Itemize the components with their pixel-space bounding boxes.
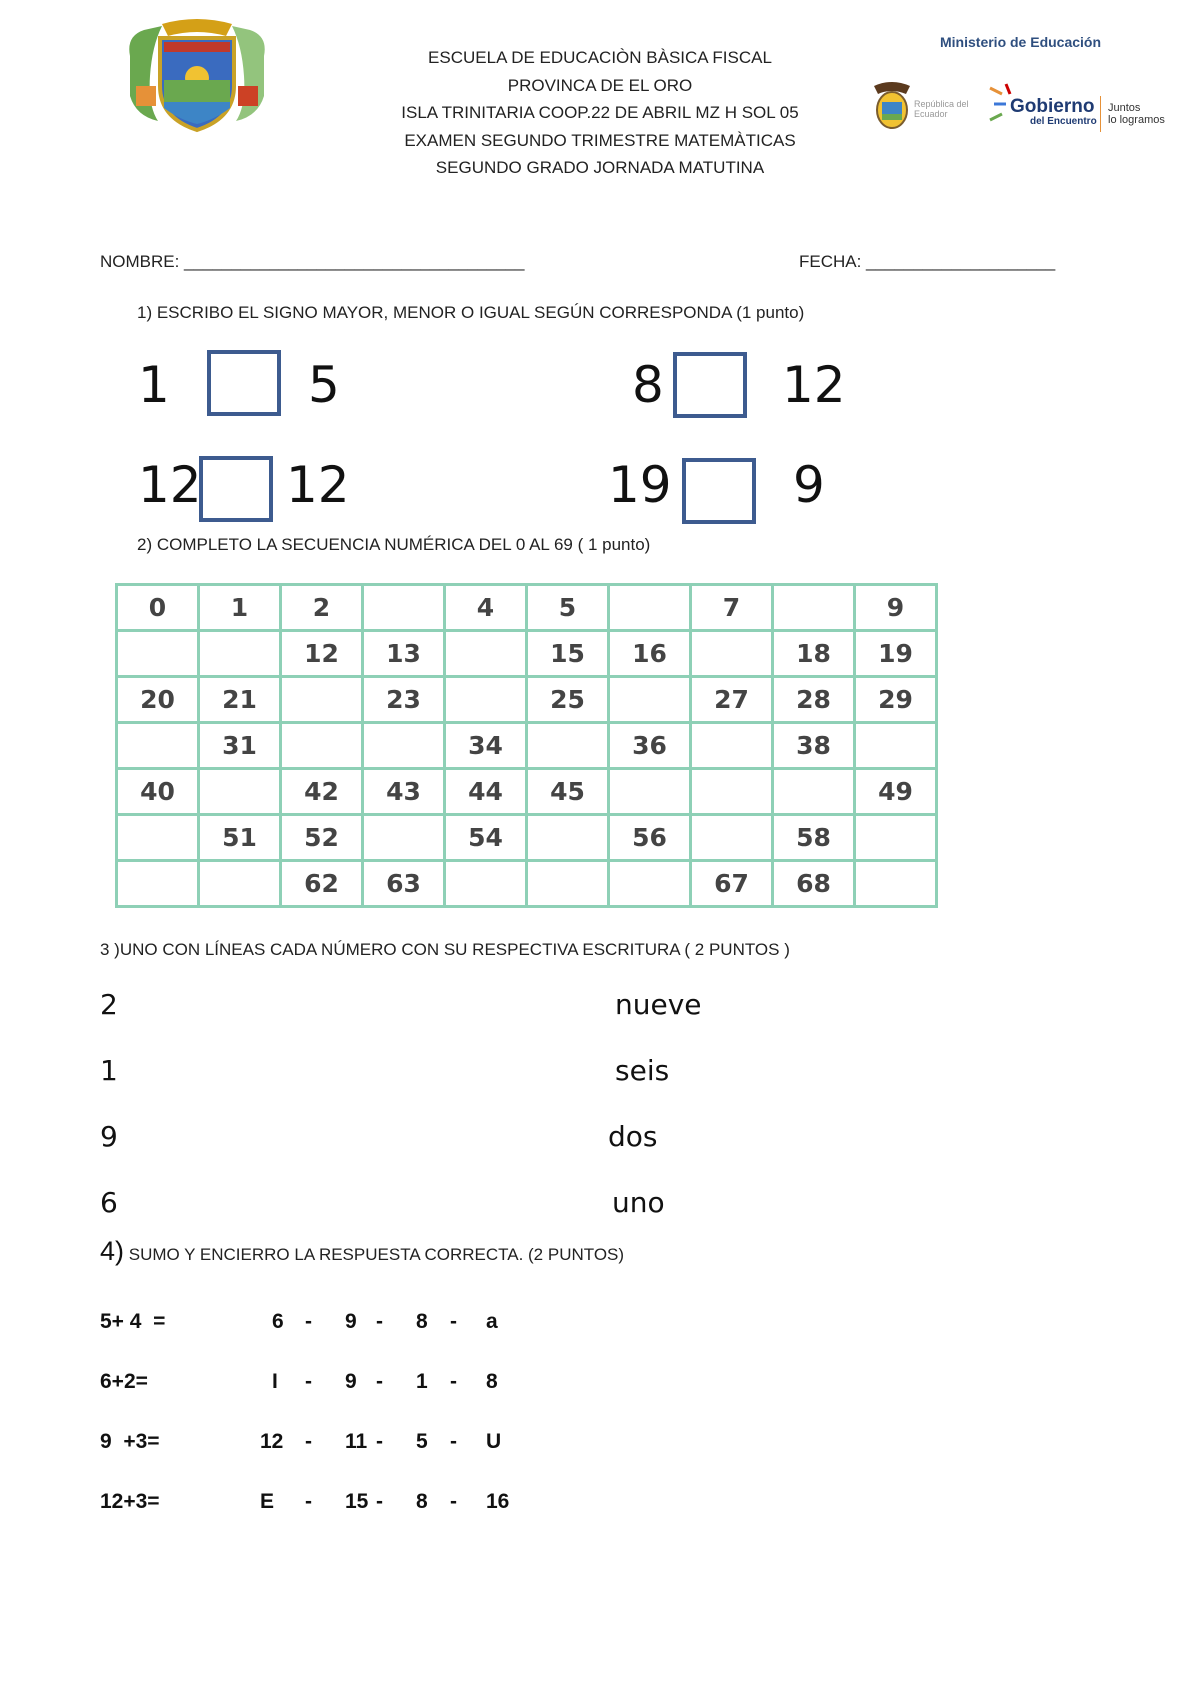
- compare-2-left: 8: [632, 356, 664, 414]
- compare-2-box[interactable]: [673, 352, 747, 418]
- grid-cell: 12: [281, 631, 363, 677]
- sum-expression: 9 +3=: [100, 1430, 160, 1453]
- sum-option[interactable]: 1: [416, 1370, 428, 1393]
- grid-cell: 56: [609, 815, 691, 861]
- sum-option[interactable]: U: [486, 1430, 502, 1453]
- grid-cell[interactable]: [363, 815, 445, 861]
- match-word-2[interactable]: seis: [615, 1054, 670, 1087]
- grid-cell[interactable]: [199, 769, 281, 815]
- grid-row: [117, 585, 937, 631]
- grid-cell: 45: [527, 769, 609, 815]
- question-4-number: 4): [100, 1236, 125, 1266]
- grid-cell[interactable]: [445, 631, 527, 677]
- sum-option[interactable]: 11: [345, 1430, 368, 1453]
- grid-cell[interactable]: [609, 769, 691, 815]
- sum-option[interactable]: 8: [416, 1310, 428, 1333]
- grid-cell[interactable]: [281, 723, 363, 769]
- match-word-4[interactable]: uno: [612, 1186, 665, 1219]
- sum-option[interactable]: 6: [272, 1310, 284, 1333]
- option-separator: -: [450, 1310, 457, 1333]
- grid-cell: 19: [855, 631, 937, 677]
- question-2-title: 2) COMPLETO LA SECUENCIA NUMÉRICA DEL 0 AL 69 ( 1 punto): [137, 535, 651, 554]
- match-number-3[interactable]: 9: [100, 1120, 118, 1153]
- grid-cell[interactable]: [691, 631, 773, 677]
- grid-cell[interactable]: [117, 723, 199, 769]
- compare-4-left: 19: [608, 456, 672, 514]
- question-1-title: 1) ESCRIBO EL SIGNO MAYOR, MENOR O IGUAL SEGÚN CORRESPONDA (1 punto): [137, 303, 805, 322]
- grid-cell[interactable]: [363, 723, 445, 769]
- grid-cell[interactable]: [527, 815, 609, 861]
- match-number-1[interactable]: 2: [100, 988, 118, 1021]
- grid-cell: 0: [117, 585, 199, 631]
- del-encuentro-label: del Encuentro: [1030, 116, 1097, 127]
- grid-cell[interactable]: [445, 677, 527, 723]
- grid-cell: 38: [773, 723, 855, 769]
- grid-cell: 2: [281, 585, 363, 631]
- grid-cell: 36: [609, 723, 691, 769]
- sum-option[interactable]: 8: [486, 1370, 498, 1393]
- grid-cell[interactable]: [117, 631, 199, 677]
- grid-cell[interactable]: [773, 769, 855, 815]
- sum-option[interactable]: 8: [416, 1490, 428, 1513]
- sum-option[interactable]: 9: [345, 1310, 357, 1333]
- grid-row: [117, 723, 937, 769]
- grid-cell: 68: [773, 861, 855, 907]
- sum-expression: 12+3=: [100, 1490, 160, 1513]
- grid-cell: 5: [527, 585, 609, 631]
- grid-cell: 9: [855, 585, 937, 631]
- logo-divider: [1100, 96, 1101, 132]
- grid-cell: 43: [363, 769, 445, 815]
- grid-cell: 4: [445, 585, 527, 631]
- school-header: [340, 44, 860, 182]
- option-separator: -: [305, 1310, 312, 1333]
- compare-3-left: 12: [138, 456, 202, 514]
- header-line-3: ISLA TRINITARIA COOP.22 DE ABRIL MZ H SOL 05: [401, 103, 799, 122]
- header-line-1: ESCUELA DE EDUCACIÒN BÀSICA FISCAL: [428, 48, 772, 67]
- compare-3-right: 12: [286, 456, 350, 514]
- grid-cell[interactable]: [445, 861, 527, 907]
- option-separator: -: [305, 1490, 312, 1513]
- date-field[interactable]: FECHA: ____________________: [799, 252, 1056, 271]
- grid-cell[interactable]: [855, 861, 937, 907]
- sum-option[interactable]: 12: [260, 1430, 284, 1453]
- grid-cell[interactable]: [855, 815, 937, 861]
- grid-cell: 63: [363, 861, 445, 907]
- grid-cell[interactable]: [609, 585, 691, 631]
- grid-cell: 54: [445, 815, 527, 861]
- grid-cell: 21: [199, 677, 281, 723]
- republica-label: República del Ecuador: [914, 99, 969, 119]
- grid-cell[interactable]: [691, 815, 773, 861]
- match-word-1[interactable]: nueve: [615, 988, 702, 1021]
- option-separator: -: [376, 1490, 383, 1513]
- sum-expression: 6+2=: [100, 1370, 148, 1393]
- ecuador-seal-icon: [870, 80, 914, 134]
- grid-cell: 29: [855, 677, 937, 723]
- grid-cell[interactable]: [855, 723, 937, 769]
- grid-cell[interactable]: [199, 861, 281, 907]
- option-separator: -: [305, 1370, 312, 1393]
- compare-4-box[interactable]: [682, 458, 756, 524]
- number-grid: [115, 583, 938, 908]
- match-number-4[interactable]: 6: [100, 1186, 118, 1219]
- grid-row: [117, 677, 937, 723]
- grid-row: [117, 631, 937, 677]
- option-separator: -: [376, 1370, 383, 1393]
- grid-row: [117, 815, 937, 861]
- option-separator: -: [450, 1430, 457, 1453]
- grid-cell: 34: [445, 723, 527, 769]
- number-grid-table: [115, 583, 938, 908]
- compare-2-right: 12: [782, 356, 846, 414]
- compare-4-right: 9: [793, 456, 825, 514]
- sum-option[interactable]: I: [272, 1370, 278, 1393]
- option-separator: -: [450, 1490, 457, 1513]
- option-separator: -: [450, 1370, 457, 1393]
- grid-cell[interactable]: [691, 769, 773, 815]
- grid-cell: 62: [281, 861, 363, 907]
- grid-cell[interactable]: [609, 677, 691, 723]
- option-separator: -: [376, 1310, 383, 1333]
- grid-cell[interactable]: [363, 585, 445, 631]
- sum-expression: 5+ 4 =: [100, 1310, 166, 1333]
- grid-cell: 27: [691, 677, 773, 723]
- sum-option[interactable]: 5: [416, 1430, 428, 1453]
- name-field[interactable]: NOMBRE: ____________________________________: [100, 252, 525, 271]
- grid-cell: 51: [199, 815, 281, 861]
- grid-cell: 13: [363, 631, 445, 677]
- logramos-label: lo logramos: [1108, 114, 1165, 126]
- compare-1-box[interactable]: [207, 350, 281, 416]
- school-crest-icon: [122, 16, 272, 134]
- grid-cell: 25: [527, 677, 609, 723]
- grid-cell: 44: [445, 769, 527, 815]
- compare-1-left: 1: [138, 356, 170, 414]
- grid-cell: 52: [281, 815, 363, 861]
- gobierno-label: Gobierno: [1010, 96, 1095, 117]
- compare-1-right: 5: [308, 356, 340, 414]
- juntos-label: Juntos: [1108, 102, 1141, 114]
- grid-cell[interactable]: [691, 723, 773, 769]
- grid-cell: 42: [281, 769, 363, 815]
- grid-cell: 7: [691, 585, 773, 631]
- grid-cell[interactable]: [117, 861, 199, 907]
- option-separator: -: [305, 1430, 312, 1453]
- question-4-title: [100, 1236, 624, 1267]
- grid-cell: 31: [199, 723, 281, 769]
- grid-cell: 15: [527, 631, 609, 677]
- sum-option[interactable]: 16: [486, 1490, 510, 1513]
- grid-row: [117, 861, 937, 907]
- match-word-3[interactable]: dos: [608, 1120, 658, 1153]
- sum-option[interactable]: 15: [345, 1490, 369, 1513]
- grid-cell: 18: [773, 631, 855, 677]
- header-line-5: SEGUNDO GRADO JORNADA MATUTINA: [435, 158, 765, 177]
- grid-row: [117, 769, 937, 815]
- header-line-2: PROVINCA DE EL ORO: [507, 75, 693, 95]
- grid-cell: 1: [199, 585, 281, 631]
- question-4-text: SUMO Y ENCIERRO LA RESPUESTA CORRECTA. (2 PUNTOS): [124, 1245, 625, 1264]
- sum-option[interactable]: 9: [345, 1370, 357, 1393]
- header-line-4: EXAMEN SEGUNDO TRIMESTRE MATEMÀTICAS: [404, 130, 796, 150]
- question-3-title: 3 )UNO CON LÍNEAS CADA NÚMERO CON SU RESPECTIVA ESCRITURA ( 2 PUNTOS ): [100, 940, 790, 959]
- compare-3-box[interactable]: [199, 456, 273, 522]
- grid-cell[interactable]: [527, 723, 609, 769]
- grid-cell[interactable]: [773, 585, 855, 631]
- grid-cell: 28: [773, 677, 855, 723]
- grid-cell[interactable]: [281, 677, 363, 723]
- sum-option[interactable]: a: [486, 1310, 498, 1333]
- match-number-2[interactable]: 1: [100, 1054, 118, 1087]
- ministry-label: Ministerio de Educación: [940, 34, 1102, 50]
- grid-cell: 20: [117, 677, 199, 723]
- grid-cell: 67: [691, 861, 773, 907]
- sum-option[interactable]: E: [260, 1490, 275, 1513]
- grid-cell[interactable]: [609, 861, 691, 907]
- grid-cell: 23: [363, 677, 445, 723]
- grid-cell[interactable]: [199, 631, 281, 677]
- grid-cell[interactable]: [117, 815, 199, 861]
- grid-cell: 40: [117, 769, 199, 815]
- grid-cell: 16: [609, 631, 691, 677]
- grid-cell[interactable]: [527, 861, 609, 907]
- grid-cell: 58: [773, 815, 855, 861]
- grid-cell: 49: [855, 769, 937, 815]
- option-separator: -: [376, 1430, 383, 1453]
